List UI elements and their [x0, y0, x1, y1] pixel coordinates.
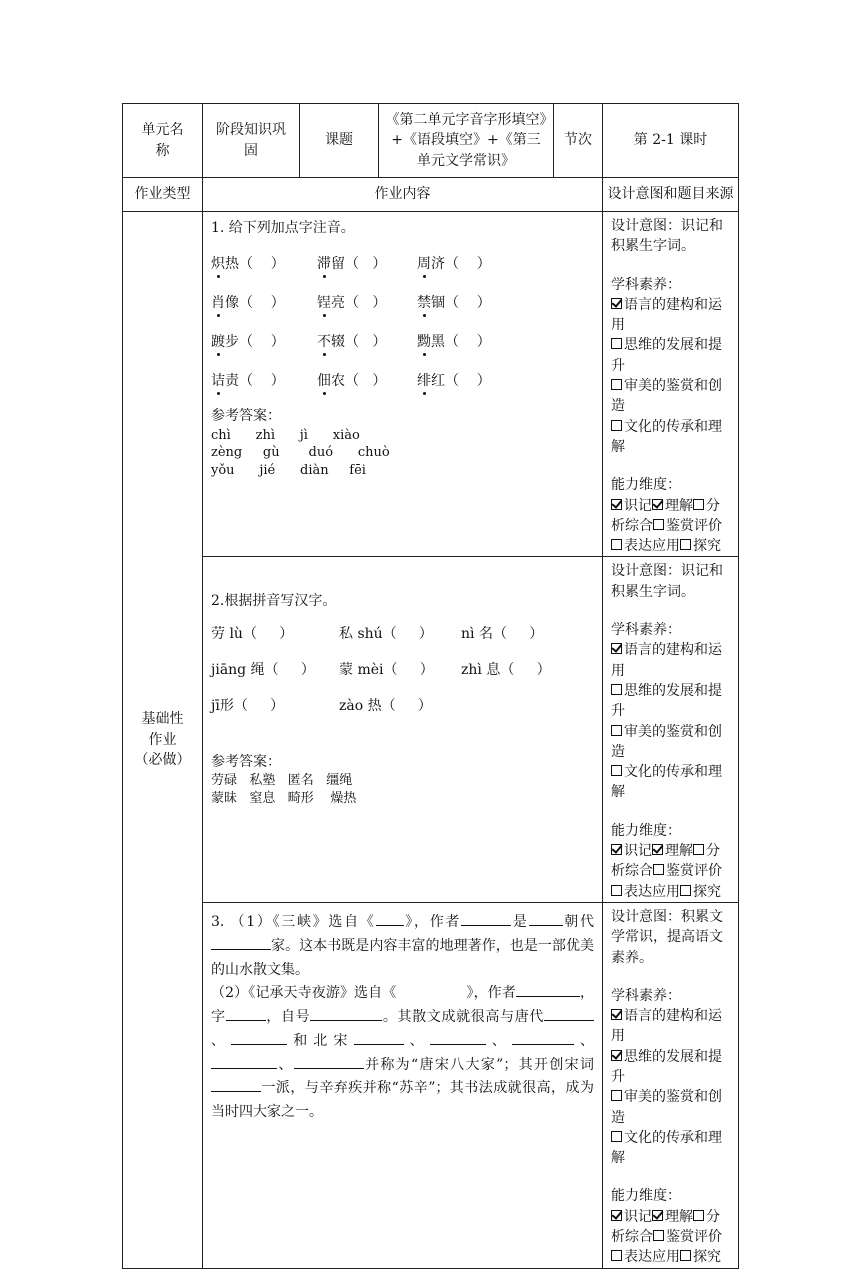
q2-row [123, 557, 739, 902]
empty-box-icon[interactable] [611, 1131, 622, 1142]
answer-blank[interactable] [211, 1077, 261, 1092]
literacy-option [611, 376, 732, 417]
category-line1: 基础性 [141, 711, 184, 728]
q3-text-part: 和北宋 [287, 1032, 354, 1049]
emphasis-char: 肖 [211, 294, 225, 311]
literacy-option-label: 审美的鉴赏和创造 [611, 1089, 722, 1126]
literacy-option [611, 1006, 732, 1047]
emphasis-char: 滞 [317, 255, 331, 272]
checked-box-icon[interactable] [611, 1009, 622, 1020]
literacy-option [611, 1047, 732, 1088]
ability-option-label: 分析综合 [611, 1208, 720, 1246]
q3-text-part: 》，作者 [466, 985, 516, 1002]
q3-text-part: ，自号 [265, 1009, 311, 1026]
empty-box-icon[interactable] [680, 1250, 691, 1261]
empty-box-icon[interactable] [611, 765, 622, 776]
q2-answer-line: 劳碌 私塾 匿名 缰绳 [211, 773, 353, 789]
q1-item: 绯红（ ） [417, 372, 491, 389]
empty-box-icon[interactable] [611, 885, 622, 896]
literacy-option-label: 语言的建构和运用 [611, 296, 722, 334]
q2-item: jī形（ ） [211, 697, 285, 714]
ability-option-label: 分析综合 [611, 497, 720, 534]
literacy-option [611, 295, 732, 336]
answer-blank[interactable] [396, 983, 466, 997]
q3-row [123, 902, 739, 1268]
spacer [611, 457, 732, 475]
topic-value: 《第二单元字音字形填空》+《语段填空》+《第三单元文学常识》 [379, 104, 554, 178]
q2-item: jiāng 绳（ ） [211, 661, 315, 678]
ability-option-label: 探究 [693, 883, 721, 900]
literacy-option [611, 1128, 732, 1169]
q1-line [211, 283, 594, 322]
ability-option-label: 识记 [624, 843, 652, 860]
literacy-option-label: 思维的发展和提升 [611, 1048, 722, 1085]
ability-label: 能力维度： [611, 822, 681, 839]
checked-box-icon[interactable] [611, 643, 622, 654]
q3-text-part: 家。这本书既是内容丰富的地理著作，也是一部优美的山水散文集。 [211, 937, 594, 978]
literacy-option [611, 335, 732, 376]
literacy-option-label: 文化的传承和理解 [611, 764, 722, 801]
answer-blank[interactable] [226, 1006, 266, 1021]
q1-item: 周济（ ） [417, 255, 491, 272]
empty-box-icon[interactable] [611, 539, 622, 550]
ability-option-label: 表达应用 [624, 538, 680, 555]
q3-text-part: 。其散文成就很高与唐代 [382, 1009, 545, 1026]
q1-answer-label: 参考答案： [211, 408, 281, 425]
answer-blank[interactable] [211, 1054, 277, 1069]
q3-text-part: （2）《记承天寺夜游》选自《 [211, 985, 397, 1002]
emphasis-char: 诘 [211, 372, 225, 389]
q1-item: 炽热（ ） [211, 255, 285, 272]
q2-answer-line: 蒙昧 窒息 畸形 燥热 [211, 790, 357, 806]
emphasis-char: 周 [417, 255, 431, 272]
ability-option-label: 鉴赏评价 [666, 863, 722, 880]
empty-box-icon[interactable] [680, 885, 691, 896]
q2-line [211, 616, 594, 652]
ability-options [611, 841, 732, 902]
design-intent: 设计意图：识记和积累生字词。 [611, 563, 723, 600]
emphasis-char: 佃 [317, 372, 331, 389]
empty-box-icon[interactable] [611, 420, 622, 431]
checked-box-icon[interactable] [652, 844, 663, 855]
emphasis-char: 锃 [317, 294, 331, 311]
empty-box-icon[interactable] [611, 338, 622, 349]
q1-answer-line: yǒu jié diàn fēi [211, 462, 366, 478]
checked-box-icon[interactable] [611, 1210, 622, 1221]
literacy-option-label: 审美的鉴赏和创造 [611, 378, 722, 415]
section-label: 节次 [554, 104, 603, 178]
design1-cell [603, 212, 739, 557]
q2-answer-label: 参考答案： [211, 753, 281, 770]
q1-item: 黝黑（ ） [417, 333, 491, 350]
ability-option-label: 识记 [624, 1208, 652, 1225]
design-intent: 设计意图：识记和积累生字词。 [611, 218, 723, 255]
empty-box-icon[interactable] [693, 844, 704, 855]
ability-options [611, 496, 732, 557]
ability-label: 能力维度： [611, 1188, 681, 1205]
category-line2: 作业 [148, 731, 177, 748]
emphasis-char: 绯 [417, 372, 431, 389]
q3-text-part: 》，作者 [403, 913, 462, 930]
literacy-option [611, 762, 732, 803]
literacy-label: 学科素养： [611, 987, 681, 1004]
answer-blank[interactable] [461, 911, 511, 926]
checked-box-icon[interactable] [611, 1050, 622, 1061]
ability-option-label: 识记 [624, 497, 652, 514]
design2-cell [603, 557, 739, 902]
q1-row [123, 212, 739, 557]
checked-box-icon[interactable] [652, 1210, 663, 1221]
ability-option-label: 探究 [693, 1249, 721, 1266]
emphasis-char: 炽 [211, 255, 225, 272]
literacy-option-label: 思维的发展和提升 [611, 682, 722, 720]
q2-content [203, 557, 603, 902]
answer-blank[interactable] [430, 1030, 486, 1045]
answer-blank[interactable] [231, 1030, 287, 1045]
empty-box-icon[interactable] [653, 519, 664, 530]
unit-name-label: 单元名称 [123, 104, 203, 178]
answer-blank[interactable] [376, 911, 404, 926]
q1-title: 1. 给下列加点字注音。 [211, 220, 355, 236]
q3-text-part: 、 [211, 1032, 232, 1049]
q3-text-part: 朝代 [562, 913, 595, 930]
q1-line [211, 322, 594, 361]
answer-blank[interactable] [512, 1030, 574, 1045]
q2-item: 私 shú（ ） [339, 625, 433, 642]
emphasis-char: 不 [317, 333, 331, 350]
checked-box-icon[interactable] [611, 844, 622, 855]
literacy-option [611, 722, 732, 763]
section-value: 第 2-1 课时 [603, 104, 739, 178]
category-line3: （必做） [134, 751, 191, 768]
q1-answer-line: chì zhì jì xiào [211, 427, 360, 443]
q3-text [203, 903, 602, 1125]
answer-blank[interactable] [310, 1006, 382, 1021]
q2-item: zhì 息（ ） [461, 661, 551, 678]
emphasis-char: 黝 [417, 333, 431, 350]
empty-box-icon[interactable] [611, 684, 622, 695]
literacy-option-label: 文化的传承和理解 [611, 1129, 722, 1167]
ability-option-label: 鉴赏评价 [666, 1229, 722, 1246]
answer-blank[interactable] [354, 1030, 404, 1045]
unit-name-value: 阶段知识巩固 [203, 104, 300, 178]
q3-content [203, 902, 603, 1268]
spacer [611, 602, 732, 620]
q3-text-part: 、 [277, 1056, 294, 1073]
literacy-option [611, 640, 732, 681]
col-type: 作业类型 [123, 178, 203, 212]
header-row [123, 104, 739, 178]
ability-option-label: 分析综合 [611, 843, 720, 880]
q3-text-part: 一派，与辛弃疾并称“苏辛”；其书法成就很高，成为当时四大家之一。 [211, 1080, 594, 1121]
design3-cell [603, 902, 739, 1268]
empty-box-icon[interactable] [611, 379, 622, 390]
homework-table [122, 103, 739, 1269]
q2-item: nì 名（ ） [461, 625, 544, 642]
emphasis-char: 踱 [211, 333, 225, 350]
spacer [611, 803, 732, 821]
literacy-option [611, 417, 732, 458]
q3-text-part: 、 [573, 1032, 595, 1049]
literacy-label: 学科素养： [611, 276, 681, 293]
q2-title: 2.根据拼音写汉字。 [211, 593, 337, 610]
empty-box-icon[interactable] [611, 1250, 622, 1261]
q1-item: 滞留（ ） [317, 255, 387, 272]
q3-text-part: 、 [403, 1032, 430, 1049]
ability-option-label: 理解 [665, 1208, 693, 1225]
q3-text-part: 是 [511, 913, 529, 930]
answer-blank[interactable] [544, 1006, 594, 1021]
emphasis-char: 禁 [417, 294, 431, 311]
q3-text-part: 3. （1）《三峡》选自《 [211, 913, 376, 930]
col-content: 作业内容 [203, 178, 603, 212]
checked-box-icon[interactable] [652, 499, 663, 510]
checked-box-icon[interactable] [611, 298, 622, 309]
column-header-row [123, 178, 739, 212]
literacy-label: 学科素养： [611, 622, 681, 639]
q1-item: 佃农（ ） [317, 372, 387, 389]
empty-box-icon[interactable] [680, 539, 691, 550]
literacy-option-label: 文化的传承和理解 [611, 418, 722, 455]
q1-item: 锃亮（ ） [317, 294, 387, 311]
q2-line [211, 688, 594, 724]
q1-item: 踱步（ ） [211, 333, 285, 350]
topic-label: 课题 [300, 104, 379, 178]
q2-item: zào 热（ ） [339, 697, 432, 714]
q1-item: 禁锢（ ） [417, 294, 491, 311]
ability-option-label: 表达应用 [624, 1249, 680, 1266]
spacer [611, 968, 732, 986]
literacy-option-label: 语言的建构和运用 [611, 1008, 722, 1045]
empty-box-icon[interactable] [693, 499, 704, 510]
ability-option-label: 鉴赏评价 [666, 517, 722, 534]
q1-content [203, 212, 603, 557]
spacer [611, 1168, 732, 1186]
literacy-option-label: 语言的建构和运用 [611, 642, 722, 679]
q3-text-part: 、 [485, 1032, 512, 1049]
empty-box-icon[interactable] [693, 1210, 704, 1221]
ability-option-label: 探究 [693, 538, 721, 555]
q1-item: 不辍（ ） [317, 333, 387, 350]
q1-item: 诘责（ ） [211, 372, 285, 389]
q2-line [211, 652, 594, 688]
answer-blank[interactable] [211, 935, 271, 950]
literacy-option-label: 思维的发展和提升 [611, 337, 722, 374]
ability-option-label: 理解 [665, 497, 693, 514]
category-cell [123, 212, 203, 1269]
q1-line [211, 244, 594, 283]
q3-text-part: ，字 [211, 985, 595, 1026]
literacy-option [611, 681, 732, 722]
q2-item: 蒙 mèi（ ） [339, 661, 434, 678]
q1-item: 肖像（ ） [211, 294, 285, 311]
ability-label: 能力维度： [611, 477, 681, 494]
q3-text-part: 并称为“唐宋八大家”；其开创宋词 [363, 1056, 594, 1073]
q2-item: 劳 lù（ ） [211, 625, 294, 642]
empty-box-icon[interactable] [653, 864, 664, 875]
col-design: 设计意图和题目来源 [603, 178, 739, 212]
design-intent: 设计意图：积累文学常识，提高语文素养。 [611, 908, 723, 966]
answer-blank[interactable] [529, 911, 563, 926]
literacy-option [611, 1087, 732, 1128]
spacer [611, 257, 732, 275]
ability-option-label: 理解 [665, 843, 693, 860]
answer-blank[interactable] [516, 982, 580, 997]
answer-blank[interactable] [294, 1054, 364, 1069]
empty-box-icon[interactable] [611, 1090, 622, 1101]
checked-box-icon[interactable] [611, 499, 622, 510]
q1-answer-line: zèng gù duó chuò [211, 445, 390, 461]
ability-option-label: 表达应用 [624, 883, 680, 900]
empty-box-icon[interactable] [653, 1230, 664, 1241]
q1-line [211, 361, 594, 400]
empty-box-icon[interactable] [611, 725, 622, 736]
literacy-option-label: 审美的鉴赏和创造 [611, 723, 722, 760]
